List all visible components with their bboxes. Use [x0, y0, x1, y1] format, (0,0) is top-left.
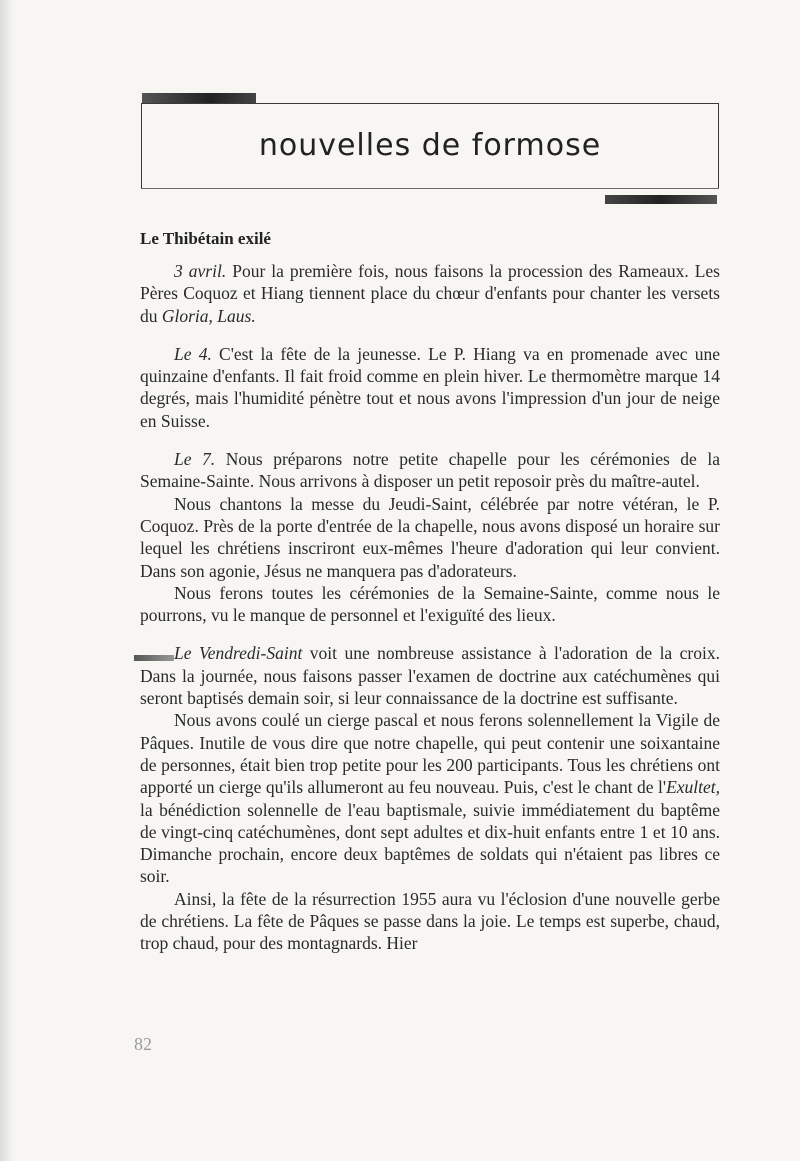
- page-edge-shadow: [0, 0, 14, 1161]
- date-label: Le Vendredi-Saint: [174, 643, 303, 664]
- paragraph: [140, 642, 720, 709]
- date-label: Le 4.: [174, 343, 212, 364]
- section-title: Le Thibétain exilé: [140, 229, 271, 248]
- paragraph-text: Nous ferons toutes les cérémonies de la Semaine-Sainte, comme nous le pourrons, vu le manque de personnel et l'exiguïté des lieux.: [140, 582, 720, 626]
- header-rule: [141, 188, 719, 189]
- italic-phrase: Gloria, Laus.: [161, 305, 256, 326]
- paragraph-text: Nous préparons notre petite chapelle pour les cérémonies de la Semaine-Sainte. Nous arrivons à disposer un petit reposoir près du maître-autel.: [140, 449, 720, 492]
- page-number: 82: [134, 1034, 152, 1054]
- paragraph-text: Nous chantons la messe du Jeudi-Saint, célébrée par notre vétéran, le P. Coquoz. Près de la porte d'entrée de la chapelle, nous avons disposé un horaire sur lequel les chrétiens inscriront eux-mêmes l'heure d'adoration qui leur convient. Dans son agonie, Jésus ne manquera pas d'adorateurs.: [140, 493, 720, 581]
- paragraph-text: voit une nombreuse assistance à l'adoration de la croix. Dans la journée, nous faisons passer l'examen de doctrine aux catéchumènes qui seront baptisés demain soir, si leur connaissance de la doctrine est suffisante.: [140, 643, 720, 709]
- article-body: [140, 260, 720, 955]
- paragraph-text: Ainsi, la fête de la résurrection 1955 aura vu l'éclosion d'une nouvelle gerbe de chrétiens. La fête de Pâques se passe dans la joie. Le temps est superbe, chaud, trop chaud, pour des montagnards. Hier: [140, 888, 720, 954]
- paragraph: [140, 260, 720, 327]
- page-title: nouvelles de formose: [258, 128, 602, 163]
- header-decorative-bar-bottom: [605, 195, 717, 204]
- date-label: Le 7.: [174, 449, 216, 470]
- paragraph: [140, 709, 720, 887]
- paragraph-text: Nous avons coulé un cierge pascal et nous ferons solennellement la Vigile de Pâques. Inutile de vous dire que notre chapelle, qui peut contenir une soixantaine de personnes, était bien trop petite pour les 200 participants. Tous les chrétiens ont apporté un cierge qu'ils allumeront au feu nouveau. Puis, c'est le chant de l': [140, 710, 720, 798]
- date-label: 3 avril.: [174, 261, 227, 281]
- italic-phrase: Exultet,: [666, 777, 720, 798]
- paragraph: [140, 582, 720, 627]
- ink-mark: [134, 655, 174, 661]
- paragraph: [140, 448, 720, 493]
- paragraph: [140, 493, 720, 582]
- paragraph-text: C'est la fête de la jeunesse. Le P. Hiang va en promenade avec une quinzaine d'enfants. Il fait froid comme en plein hiver. Le thermomètre marque 14 degrés, mais l'humidité pénètre tout et nous avons l'impression d'un jour de neige en Suisse.: [140, 343, 720, 431]
- header-decorative-bar-top: [142, 93, 256, 103]
- paragraph-text: la bénédiction solennelle de l'eau baptismale, suivie immédiatement du baptême de vingt-cinq catéchumènes, dont sept adultes et dix-huit enfants entre 1 et 10 ans. Dimanche prochain, encore deux baptêmes de soldats qui n'étaient pas libres ce soir.: [140, 799, 720, 887]
- paragraph-text: Pour la première fois, nous faisons la procession des Rameaux. Les Pères Coquoz et Hiang tiennent place du chœur d'enfants pour chanter les versets du: [140, 261, 720, 326]
- paragraph: [140, 343, 720, 432]
- paragraph: [140, 888, 720, 955]
